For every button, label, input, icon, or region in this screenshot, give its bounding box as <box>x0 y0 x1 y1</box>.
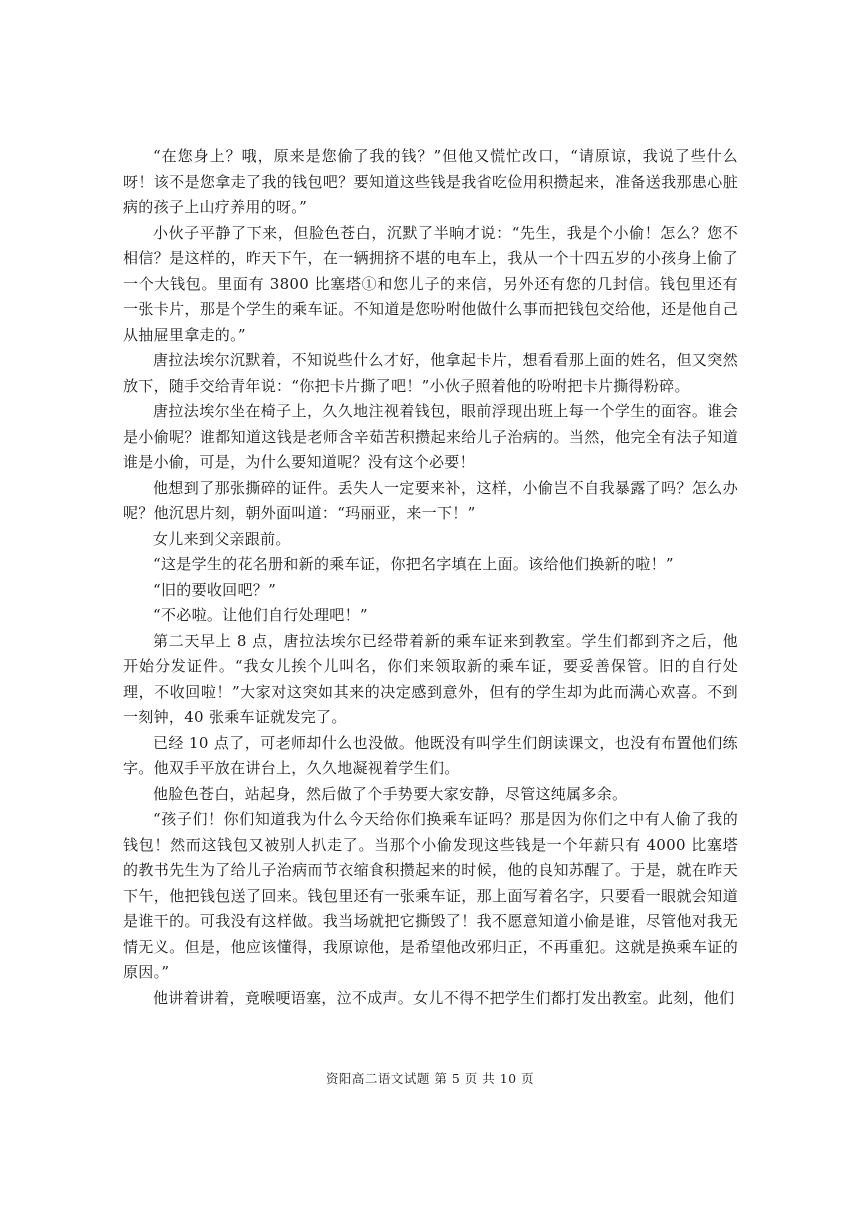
paragraph: 唐拉法埃尔沉默着，不知说些什么才好，他拿起卡片，想看看那上面的姓名，但又突然放下，随手交给青年说：“你把卡片撕了吧！”小伙子照着他的吩咐把卡片撕得粉碎。 <box>123 351 738 395</box>
paragraph: 他讲着讲着，竟喉哽语塞，泣不成声。女儿不得不把学生们都打发出教室。此刻，他们 <box>153 988 735 1007</box>
paragraph: 女儿来到父亲跟前。 <box>153 529 291 548</box>
paragraph: “在您身上？哦，原来是您偷了我的钱？”但他又慌忙改口，“请原谅，我说了些什么呀！该不是您拿走了我的钱包吧？要知道这些钱是我省吃俭用积攒起来，准备送我那患心脏病的孩子上山疗养用的呀。” <box>123 147 738 216</box>
paragraph: “旧的要收回吧？” <box>153 580 277 599</box>
paragraph: 已经 10 点了，可老师却什么也没做。他既没有叫学生们朗读课文，也没有布置他们练字。他双手平放在讲台上，久久地凝视着学生们。 <box>123 733 738 777</box>
paragraph: “不必啦。让他们自行处理吧！” <box>153 606 368 624</box>
paragraph: 唐拉法埃尔坐在椅子上，久久地注视着钱包，眼前浮现出班上每一个学生的面容。谁会是小偷呢？谁都知道这钱是老师含辛茹苦积攒起来给儿子治病的。当然，他完全有法子知道谁是小偷，可是，为什么要知道呢？没有这个必要！ <box>123 402 738 471</box>
paragraph: “这是学生的花名册和新的乘车证，你把名字填在上面。该给他们换新的啦！” <box>153 555 674 573</box>
paragraph: 他脸色苍白，站起身，然后做了个手势要大家安静，尽管这纯属多余。 <box>153 784 628 803</box>
paragraph: 他想到了那张撕碎的证件。丢失人一定要来补，这样，小偷岂不自我暴露了吗？怎么办呢？他沉思片刻，朝外面叫道：“玛丽亚，来一下！” <box>123 478 738 522</box>
article-body <box>123 144 738 1011</box>
paragraph: “孩子们！你们知道我为什么今天给你们换乘车证吗？那是因为你们之中有人偷了我的钱包！然而这钱包又被别人扒走了。当那个小偷发现这些钱是一个年薪只有 4000 比塞塔的教书先生为了给儿子治病而节衣缩食积攒起来的时候，他的良知苏醒了。于是，就在昨天下午，他把钱包送了回来。钱包里还有一张乘车证，那上面写着名字，只要看一眼就会知道是谁干的。可我没有这样做。我当场就把它撕毁了！我不愿意知道小偷是谁，尽管他对我无情无义。但是，他应该懂得，我原谅他，是希望他改邪归正，不再重犯。这就是换乘车证的原因。” <box>123 810 738 981</box>
paragraph: 第二天早上 8 点，唐拉法埃尔已经带着新的乘车证来到教室。学生们都到齐之后，他开始分发证件。“我女儿挨个儿叫名，你们来领取新的乘车证，要妥善保管。旧的自行处理，不收回啦！”大家对这突如其来的决定感到意外，但有的学生却为此而满心欢喜。不到一刻钟，40 张乘车证就发完了。 <box>123 631 738 726</box>
page-footer: 资阳高二语文试题 第 5 页 共 10 页 <box>325 1071 535 1086</box>
paragraph: 小伙子平静了下来，但脸色苍白，沉默了半晌才说：“先生，我是个小偷！怎么？您不相信？是这样的，昨天下午，在一辆拥挤不堪的电车上，我从一个十四五岁的小孩身上偷了一个大钱包。里面有 3800 比塞塔①和您儿子的来信，另外还有您的几封信。钱包里还有一张卡片，那是个学生的乘车证。不知道是您吩咐他做什么事而把钱包交给他，还是他自己从抽屉里拿走的。” <box>123 223 738 344</box>
